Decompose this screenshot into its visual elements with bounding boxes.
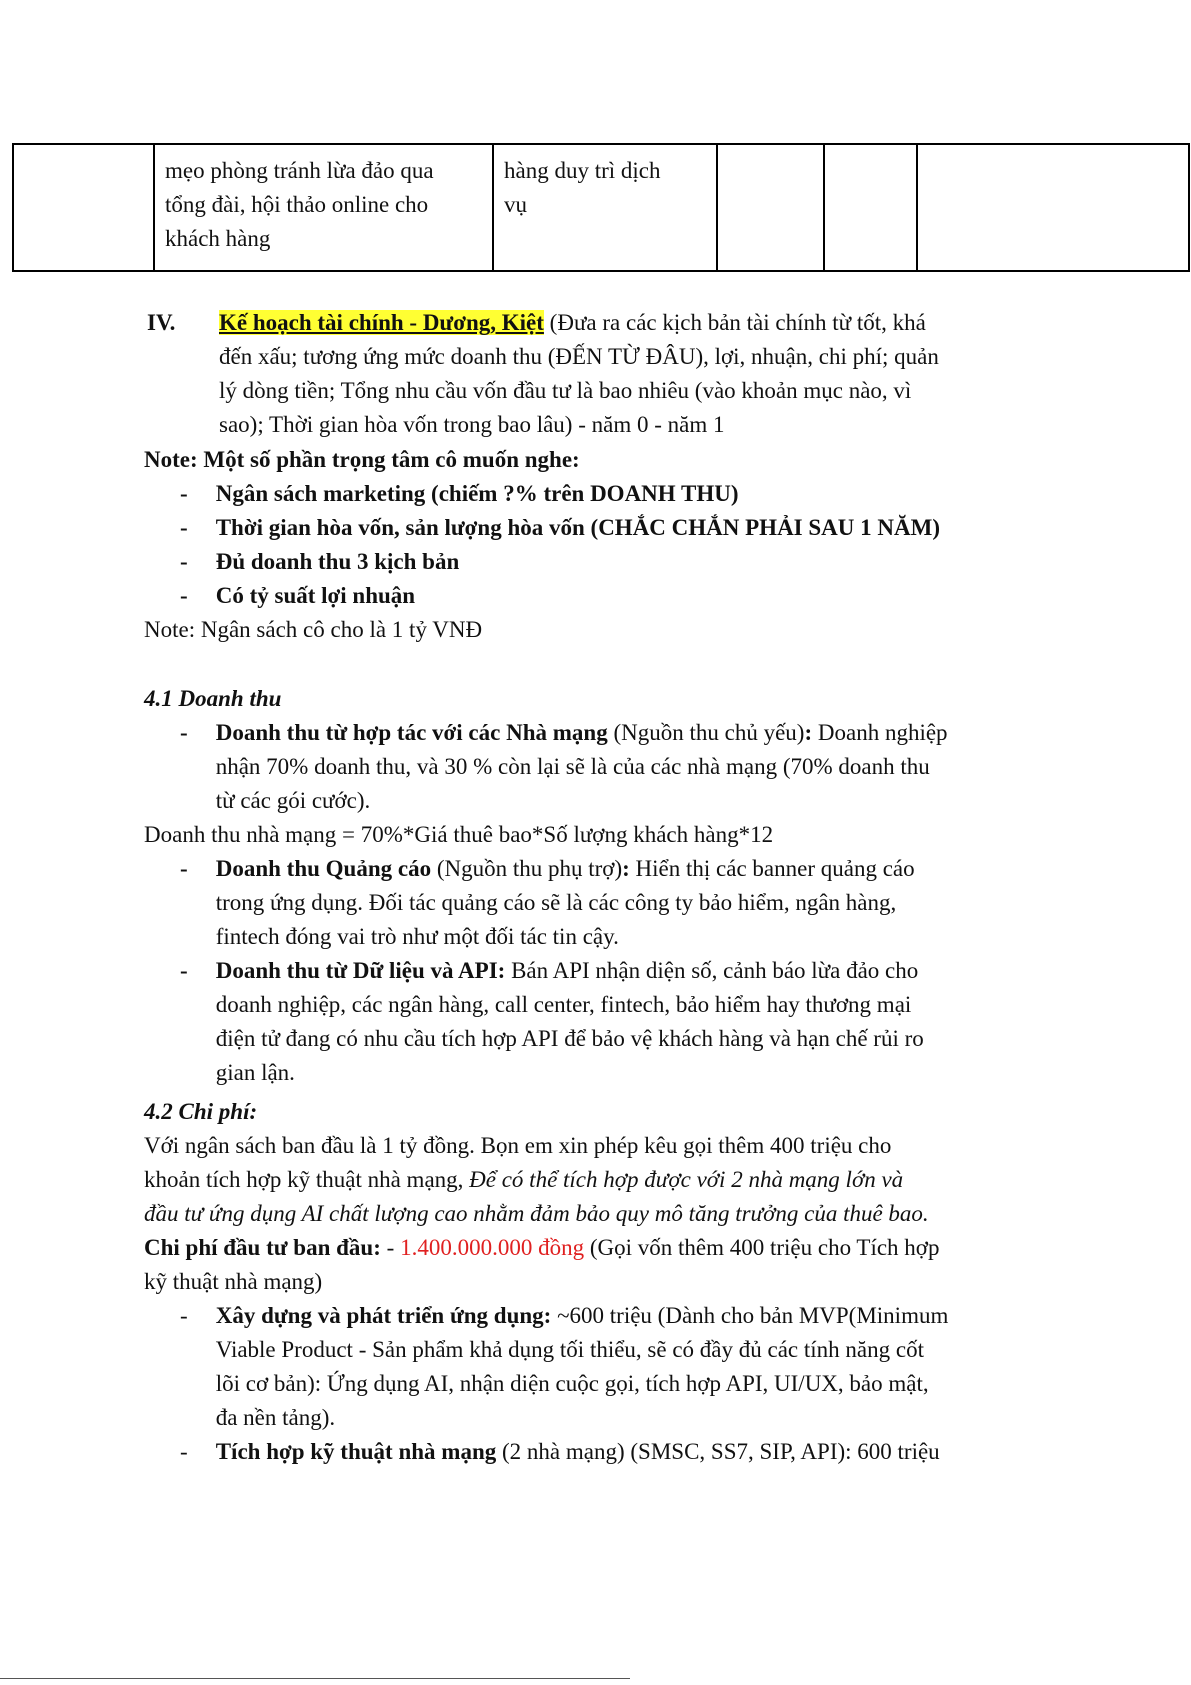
section-number: IV. xyxy=(147,310,176,335)
revenue-item: - Doanh thu Quảng cáo (Nguồn thu phụ trợ): Hiển thị các banner quảng cáo trong ứng dụng. Đối tác quảng cáo sẽ là các công ty bảo hiểm, ngân hàng, fintech đóng vai trò như một đối tác tin cậy. xyxy=(180,856,915,949)
cell-line: khách hàng xyxy=(165,226,271,251)
revenue-item: - Doanh thu từ hợp tác với các Nhà mạng (Nguồn thu chủ yếu): Doanh nghiệp nhận 70% doanh thu, và 30 % còn lại sẽ là của các nhà mạng (70% doanh thu từ các gói cước). xyxy=(180,720,948,813)
table-cell-goal xyxy=(493,144,717,271)
initial-cost-amount: 1.400.000.000 đồng xyxy=(400,1235,585,1260)
cell-line: mẹo phòng tránh lừa đảo qua xyxy=(165,158,434,183)
revenue-formula: Doanh thu nhà mạng = 70%*Giá thuê bao*Số lượng khách hàng*12 xyxy=(144,822,774,847)
cell-line: vụ xyxy=(504,192,527,217)
note-heading: Note: Một số phần trọng tâm cô muốn nghe: xyxy=(144,447,580,472)
cost-section: 4.2 Chi phí: Với ngân sách ban đầu là 1 tỷ đồng. Bọn em xin phép kêu gọi thêm 400 triệu cho khoản tích hợp kỹ thuật nhà mạng, Để có thể tích hợp được với 2 nhà mạng lớn và đầu tư ứng dụng AI chất lượng cao nhằm đảm bảo quy mô tăng trưởng của thuê bao. Chi phí đầu tư ban đầu: - 1.400.000.000 đồng (Gọi vốn thêm 400 triệu cho Tích hợp kỹ thuật nhà mạng) - Xây dựng và phát triển ứng dụng: ~600 triệu (Dành cho bản MVP(Minimum Viable Product - Sản phẩm khả dụng tối thiểu, sẽ có đầy đủ các tính năng cốt lõi cơ bản): Ứng dụng AI, nhận diện cuộc gọi, tích hợp API, UI/UX, bảo mật, đa nền tảng). - Tích hợp kỹ thuật nhà mạng (2 nhà mạng) (SMSC, SS7, SIP, API): 600 triệu xyxy=(144,1095,1049,1469)
cost-item: - Xây dựng và phát triển ứng dụng: ~600 triệu (Dành cho bản MVP(Minimum Viable Product - Sản phẩm khả dụng tối thiểu, sẽ có đầy đủ các tính năng cốt lõi cơ bản): Ứng dụng AI, nhận diện cuộc gọi, tích hợp API, UI/UX, bảo mật, đa nền tảng). xyxy=(180,1303,949,1430)
note-item: - Ngân sách marketing (chiếm ?% trên DOANH THU) xyxy=(180,481,739,506)
cell-line: tổng đài, hội thảo online cho xyxy=(165,192,429,217)
footnote-divider xyxy=(0,1678,630,1679)
note-item: - Có tỷ suất lợi nhuận xyxy=(180,583,416,608)
cell-line: hàng duy trì dịch xyxy=(504,158,661,183)
initial-cost-label: Chi phí đầu tư ban đầu: xyxy=(144,1235,381,1260)
section-desc: (Đưa ra các kịch bản tài chính từ tốt, khá xyxy=(543,310,926,335)
section-title: Kế hoạch tài chính - Dương, Kiệt xyxy=(219,310,544,335)
budget-note: Note: Ngân sách cô cho là 1 tỷ VNĐ xyxy=(144,617,483,642)
revenue-item: - Doanh thu từ Dữ liệu và API: Bán API nhận diện số, cảnh báo lừa đảo cho doanh nghiệp, các ngân hàng, call center, fintech, bảo hiểm hay thương mại điện tử đang có nhu cầu tích hợp API để bảo vệ khách hàng và hạn chế rủi ro gian lận. xyxy=(180,958,924,1085)
revenue-heading: 4.1 Doanh thu xyxy=(144,686,282,711)
section-desc-line: đến xấu; tương ứng mức doanh thu (ĐẾN TỪ ĐÂU), lợi, nhuận, chi phí; quản xyxy=(219,344,939,369)
table-cell-empty xyxy=(917,144,1189,271)
note-item: - Đủ doanh thu 3 kịch bản xyxy=(180,549,460,574)
cost-heading: 4.2 Chi phí: xyxy=(144,1099,258,1124)
section-financial-plan xyxy=(144,306,1049,442)
table-cell-activity xyxy=(154,144,493,271)
cost-paragraph-line: Với ngân sách ban đầu là 1 tỷ đồng. Bọn em xin phép kêu gọi thêm 400 triệu cho xyxy=(144,1133,892,1158)
table-cell-empty xyxy=(13,144,154,271)
cost-paragraph-line: đầu tư ứng dụng AI chất lượng cao nhằm đảm bảo quy mô tăng trưởng của thuê bao. xyxy=(144,1201,929,1226)
cost-item: - Tích hợp kỹ thuật nhà mạng (2 nhà mạng) (SMSC, SS7, SIP, API): 600 triệu xyxy=(180,1439,940,1464)
table-row xyxy=(13,144,1189,271)
table-cell-empty xyxy=(824,144,917,271)
plan-table xyxy=(12,143,1190,272)
table-cell-empty xyxy=(717,144,824,271)
section-desc-line: lý dòng tiền; Tổng nhu cầu vốn đầu tư là bao nhiêu (vào khoản mục nào, vì xyxy=(219,378,912,403)
revenue-section xyxy=(144,682,1049,1090)
section-desc-line: sao); Thời gian hòa vốn trong bao lâu) - năm 0 - năm 1 xyxy=(219,412,725,437)
note-item: - Thời gian hòa vốn, sản lượng hòa vốn (CHẮC CHẮN PHẢI SAU 1 NĂM) xyxy=(180,515,940,540)
note-block xyxy=(144,443,1049,647)
